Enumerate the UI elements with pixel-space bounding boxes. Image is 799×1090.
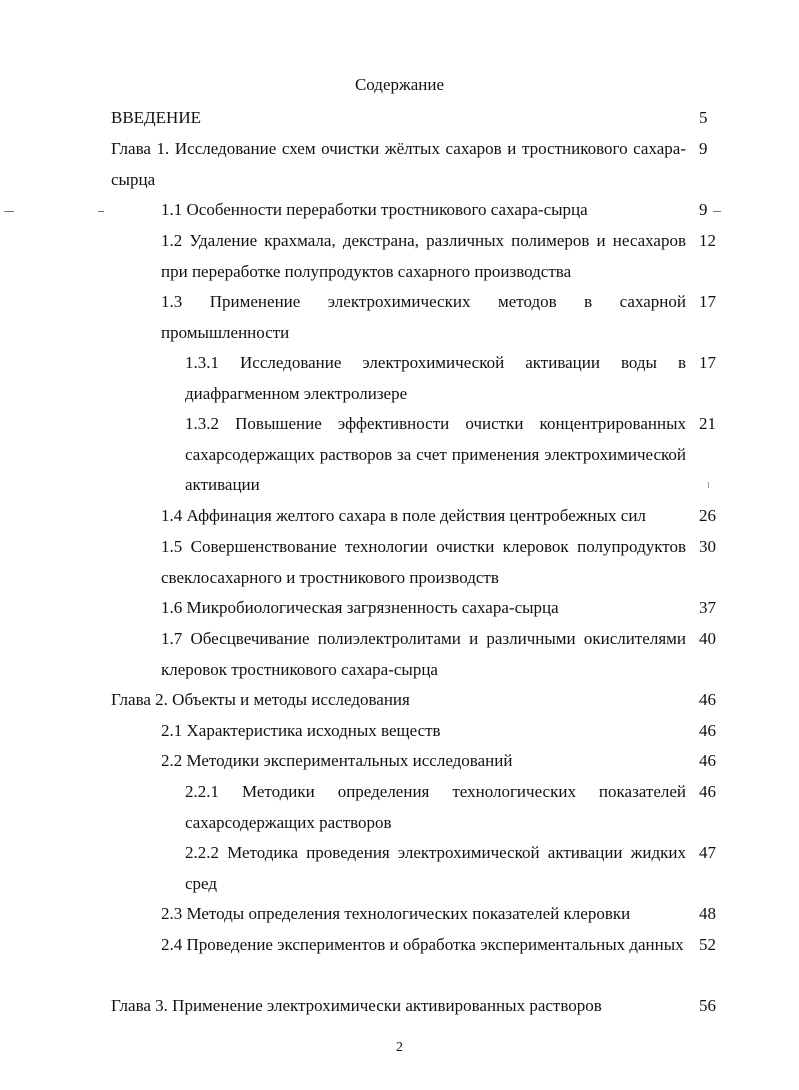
toc-entry-page: 5 bbox=[699, 108, 708, 127]
toc-entry bbox=[111, 991, 716, 1022]
toc-entry-text: 1.2 Удаление крахмала, декстрана, различных полимеров и несахаров при переработке полупродуктов сахарного производства bbox=[161, 231, 686, 281]
toc-entry-page: 47 bbox=[699, 843, 716, 862]
toc-entry-page: 52 bbox=[699, 935, 716, 954]
scan-mark bbox=[713, 211, 721, 212]
toc-entry-text: 1.3 Применение электрохимических методов в сахарной промышленности bbox=[161, 292, 686, 342]
toc-entry bbox=[161, 746, 716, 777]
toc-entry bbox=[111, 685, 716, 716]
toc-entry-text: 2.3 Методы определения технологических показателей клеровки bbox=[161, 904, 631, 923]
toc-entry-page: 21 bbox=[699, 414, 716, 433]
toc-entry bbox=[111, 103, 708, 134]
toc-entry-page: 17 bbox=[699, 292, 716, 311]
toc-entry-text: 2.2.1 Методики определения технологических показателей сахарсодержащих растворов bbox=[185, 782, 686, 832]
toc-entry-page: 46 bbox=[699, 751, 716, 770]
scan-mark bbox=[98, 211, 104, 212]
toc-entry-text: 2.2 Методики экспериментальных исследований bbox=[161, 751, 513, 770]
toc-entry bbox=[161, 287, 716, 348]
toc-entry-text: ВВЕДЕНИЕ bbox=[111, 108, 201, 127]
toc-entry-page: 26 bbox=[699, 506, 716, 525]
toc-entry bbox=[185, 348, 716, 409]
toc-entry bbox=[161, 501, 716, 532]
toc-entry-text: 1.6 Микробиологическая загрязненность сахара-сырца bbox=[161, 598, 559, 617]
toc-entry-text: 2.4 Проведение экспериментов и обработка экспериментальных данных bbox=[161, 935, 684, 954]
toc-entry-text: 1.7 Обесцвечивание полиэлектролитами и различными окислителями клеровок тростникового сахара-сырца bbox=[161, 629, 686, 679]
toc-entry-page: 9 bbox=[699, 200, 708, 219]
toc-entry-text: 1.4 Аффинация желтого сахара в поле действия центробежных сил bbox=[161, 506, 646, 525]
toc-entry bbox=[161, 532, 716, 593]
toc-entry bbox=[161, 899, 716, 930]
toc-entry-page: 46 bbox=[699, 782, 716, 801]
toc-entry-page: 46 bbox=[699, 690, 716, 709]
page-number: 2 bbox=[396, 1040, 403, 1055]
toc-entry bbox=[185, 777, 716, 838]
toc-entry-text: 1.5 Совершенствование технологии очистки клеровок полупродуктов свеклосахарного и тростникового производств bbox=[161, 537, 686, 587]
toc-entry-page: 12 bbox=[699, 231, 716, 250]
toc-entry-page: 37 bbox=[699, 598, 716, 617]
toc-entry-page: 17 bbox=[699, 353, 716, 372]
toc-entry-page: 40 bbox=[699, 629, 716, 648]
toc-entry bbox=[161, 226, 716, 287]
toc-entry bbox=[161, 930, 716, 961]
toc-entry-text: Глава 2. Объекты и методы исследования bbox=[111, 690, 410, 709]
toc-entry-page: 48 bbox=[699, 904, 716, 923]
toc-entry-text: 2.2.2 Методика проведения электрохимической активации жидких сред bbox=[185, 843, 686, 893]
toc-entry-page: 9 bbox=[699, 139, 708, 158]
toc-entry bbox=[185, 409, 716, 501]
scan-mark bbox=[4, 211, 14, 212]
toc-entry-text: Глава 1. Исследование схем очистки жёлтых сахаров и тростникового сахара-сырца bbox=[111, 139, 686, 189]
toc-entry bbox=[161, 716, 716, 747]
toc-entry-text: Глава 3. Применение электрохимически активированных растворов bbox=[111, 996, 602, 1015]
toc-entry bbox=[185, 838, 716, 899]
toc-entry-text: 2.1 Характеристика исходных веществ bbox=[161, 721, 441, 740]
toc-entry-page: 30 bbox=[699, 537, 716, 556]
toc-entry-page: 46 bbox=[699, 721, 716, 740]
toc-entry-page: 56 bbox=[699, 996, 716, 1015]
toc-entry-text: 1.1 Особенности переработки тростникового сахара-сырца bbox=[161, 200, 588, 219]
toc-entry-text: 1.3.1 Исследование электрохимической активации воды в диафрагменном электролизере bbox=[185, 353, 686, 403]
toc-entry bbox=[161, 593, 716, 624]
scan-mark bbox=[708, 482, 709, 488]
toc-entry-text: 1.3.2 Повышение эффективности очистки концентрированных сахарсодержащих растворов за счет применения электрохимической активации bbox=[185, 414, 686, 495]
toc-entry bbox=[161, 624, 716, 685]
toc-entry bbox=[161, 195, 708, 226]
page-title: Содержание bbox=[354, 75, 445, 94]
toc-entry bbox=[111, 134, 708, 195]
